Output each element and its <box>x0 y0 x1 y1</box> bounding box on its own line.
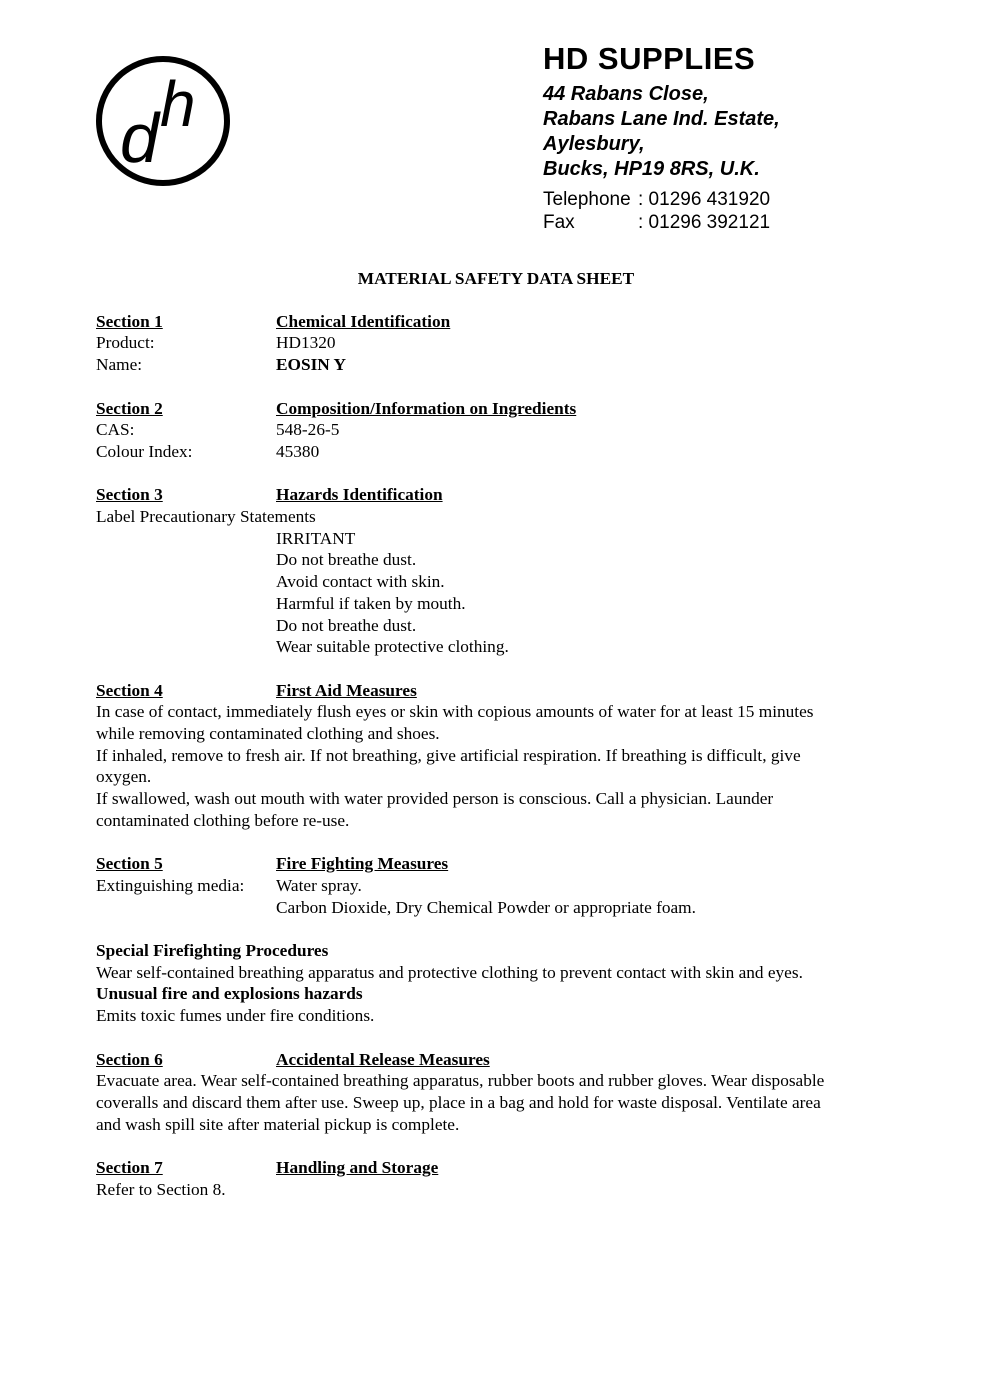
precautionary-statement: Do not breathe dust. <box>276 615 417 635</box>
name-value: EOSIN Y <box>276 355 346 375</box>
extinguishing-media-value: Water spray. <box>276 875 362 895</box>
precautionary-intro: Label Precautionary Statements <box>96 507 316 526</box>
release-measures-line: coveralls and discard them after use. Sweep up, place in a bag and hold for waste disposal. Ventilate area <box>96 1092 821 1112</box>
fax-label: Fax <box>543 212 575 233</box>
section-2-heading: Composition/Information on Ingredients <box>276 398 577 418</box>
fax-number: : 01296 392121 <box>638 212 771 233</box>
first-aid-line: oxygen. <box>96 767 152 787</box>
precautionary-statement: Do not breathe dust. <box>276 550 417 570</box>
fax-row <box>543 211 780 234</box>
precautionary-statement: Harmful if taken by mouth. <box>276 593 466 613</box>
company-logo <box>94 54 232 188</box>
product-label: Product: <box>96 333 155 353</box>
document-body <box>96 268 896 1200</box>
section-7-header <box>96 1157 896 1179</box>
company-header <box>543 42 780 234</box>
telephone-label: Telephone <box>543 189 631 210</box>
address-line: Bucks, HP19 8RS, U.K. <box>543 158 760 180</box>
section-5-header <box>96 853 896 875</box>
extinguishing-media-value: Carbon Dioxide, Dry Chemical Powder or appropriate foam. <box>276 897 696 917</box>
section-1-header <box>96 311 896 333</box>
section-5-heading: Fire Fighting Measures <box>276 854 449 874</box>
section-1-label: Section 1 <box>96 311 163 331</box>
document-title: MATERIAL SAFETY DATA SHEET <box>357 269 635 288</box>
product-row <box>96 332 896 354</box>
release-measures-line: Evacuate area. Wear self-contained breathing apparatus, rubber boots and rubber gloves. Wear disposable <box>96 1071 825 1091</box>
first-aid-line: If swallowed, wash out mouth with water provided person is conscious. Call a physician. Launder <box>96 789 774 809</box>
precautionary-statement: Wear suitable protective clothing. <box>276 637 509 657</box>
special-procedures-text: Wear self-contained breathing apparatus and protective clothing to prevent contact with skin and eyes. <box>96 962 803 982</box>
handling-text: Refer to Section 8. <box>96 1179 226 1199</box>
product-value: HD1320 <box>276 333 336 353</box>
first-aid-line: while removing contaminated clothing and shoes. <box>96 724 440 744</box>
unusual-hazards-text: Emits toxic fumes under fire conditions. <box>96 1006 375 1026</box>
extinguishing-media-row <box>96 875 896 897</box>
section-3-heading: Hazards Identification <box>276 485 443 505</box>
section-7-heading: Handling and Storage <box>276 1158 439 1178</box>
first-aid-line: In case of contact, immediately flush eyes or skin with copious amounts of water for at least 15 minutes <box>96 702 814 722</box>
name-row <box>96 354 896 376</box>
section-2-label: Section 2 <box>96 398 163 418</box>
svg-text:h: h <box>160 68 196 140</box>
special-procedures-heading: Special Firefighting Procedures <box>96 941 329 961</box>
section-5-label: Section 5 <box>96 854 163 874</box>
section-6-header <box>96 1049 896 1071</box>
section-4-label: Section 4 <box>96 680 163 700</box>
colour-index-label: Colour Index: <box>96 441 193 461</box>
release-measures-line: and wash spill site after material pickup is complete. <box>96 1114 460 1134</box>
first-aid-line: contaminated clothing before re-use. <box>96 810 350 830</box>
colour-index-row <box>96 441 896 463</box>
company-address <box>543 82 780 182</box>
cas-row <box>96 419 896 441</box>
section-4-header <box>96 680 896 702</box>
section-1-heading: Chemical Identification <box>276 311 451 331</box>
section-4-heading: First Aid Measures <box>276 680 417 700</box>
company-name: HD SUPPLIES <box>543 41 756 76</box>
section-3-label: Section 3 <box>96 485 163 505</box>
cas-label: CAS: <box>96 420 135 440</box>
section-2-header <box>96 398 896 420</box>
address-line: 44 Rabans Close, <box>543 83 709 105</box>
first-aid-line: If inhaled, remove to fresh air. If not breathing, give artificial respiration. If breathing is difficult, give <box>96 745 801 765</box>
svg-text:d: d <box>120 99 159 177</box>
colour-index-value: 45380 <box>276 441 320 461</box>
section-6-label: Section 6 <box>96 1049 163 1069</box>
unusual-hazards-heading: Unusual fire and explosions hazards <box>96 984 363 1004</box>
extinguishing-media-label: Extinguishing media: <box>96 875 245 895</box>
telephone-row <box>543 188 780 211</box>
section-3-header <box>96 484 896 506</box>
precautionary-statement: Avoid contact with skin. <box>276 572 445 592</box>
precautionary-statement: IRRITANT <box>276 528 356 548</box>
company-contact <box>543 188 780 234</box>
section-6-heading: Accidental Release Measures <box>276 1049 490 1069</box>
dh-logo-icon <box>94 54 232 188</box>
name-label: Name: <box>96 355 143 375</box>
address-line: Aylesbury, <box>543 133 645 155</box>
telephone-number: : 01296 431920 <box>638 189 771 210</box>
section-7-label: Section 7 <box>96 1158 163 1178</box>
cas-value: 548-26-5 <box>276 420 340 440</box>
address-line: Rabans Lane Ind. Estate, <box>543 108 780 130</box>
